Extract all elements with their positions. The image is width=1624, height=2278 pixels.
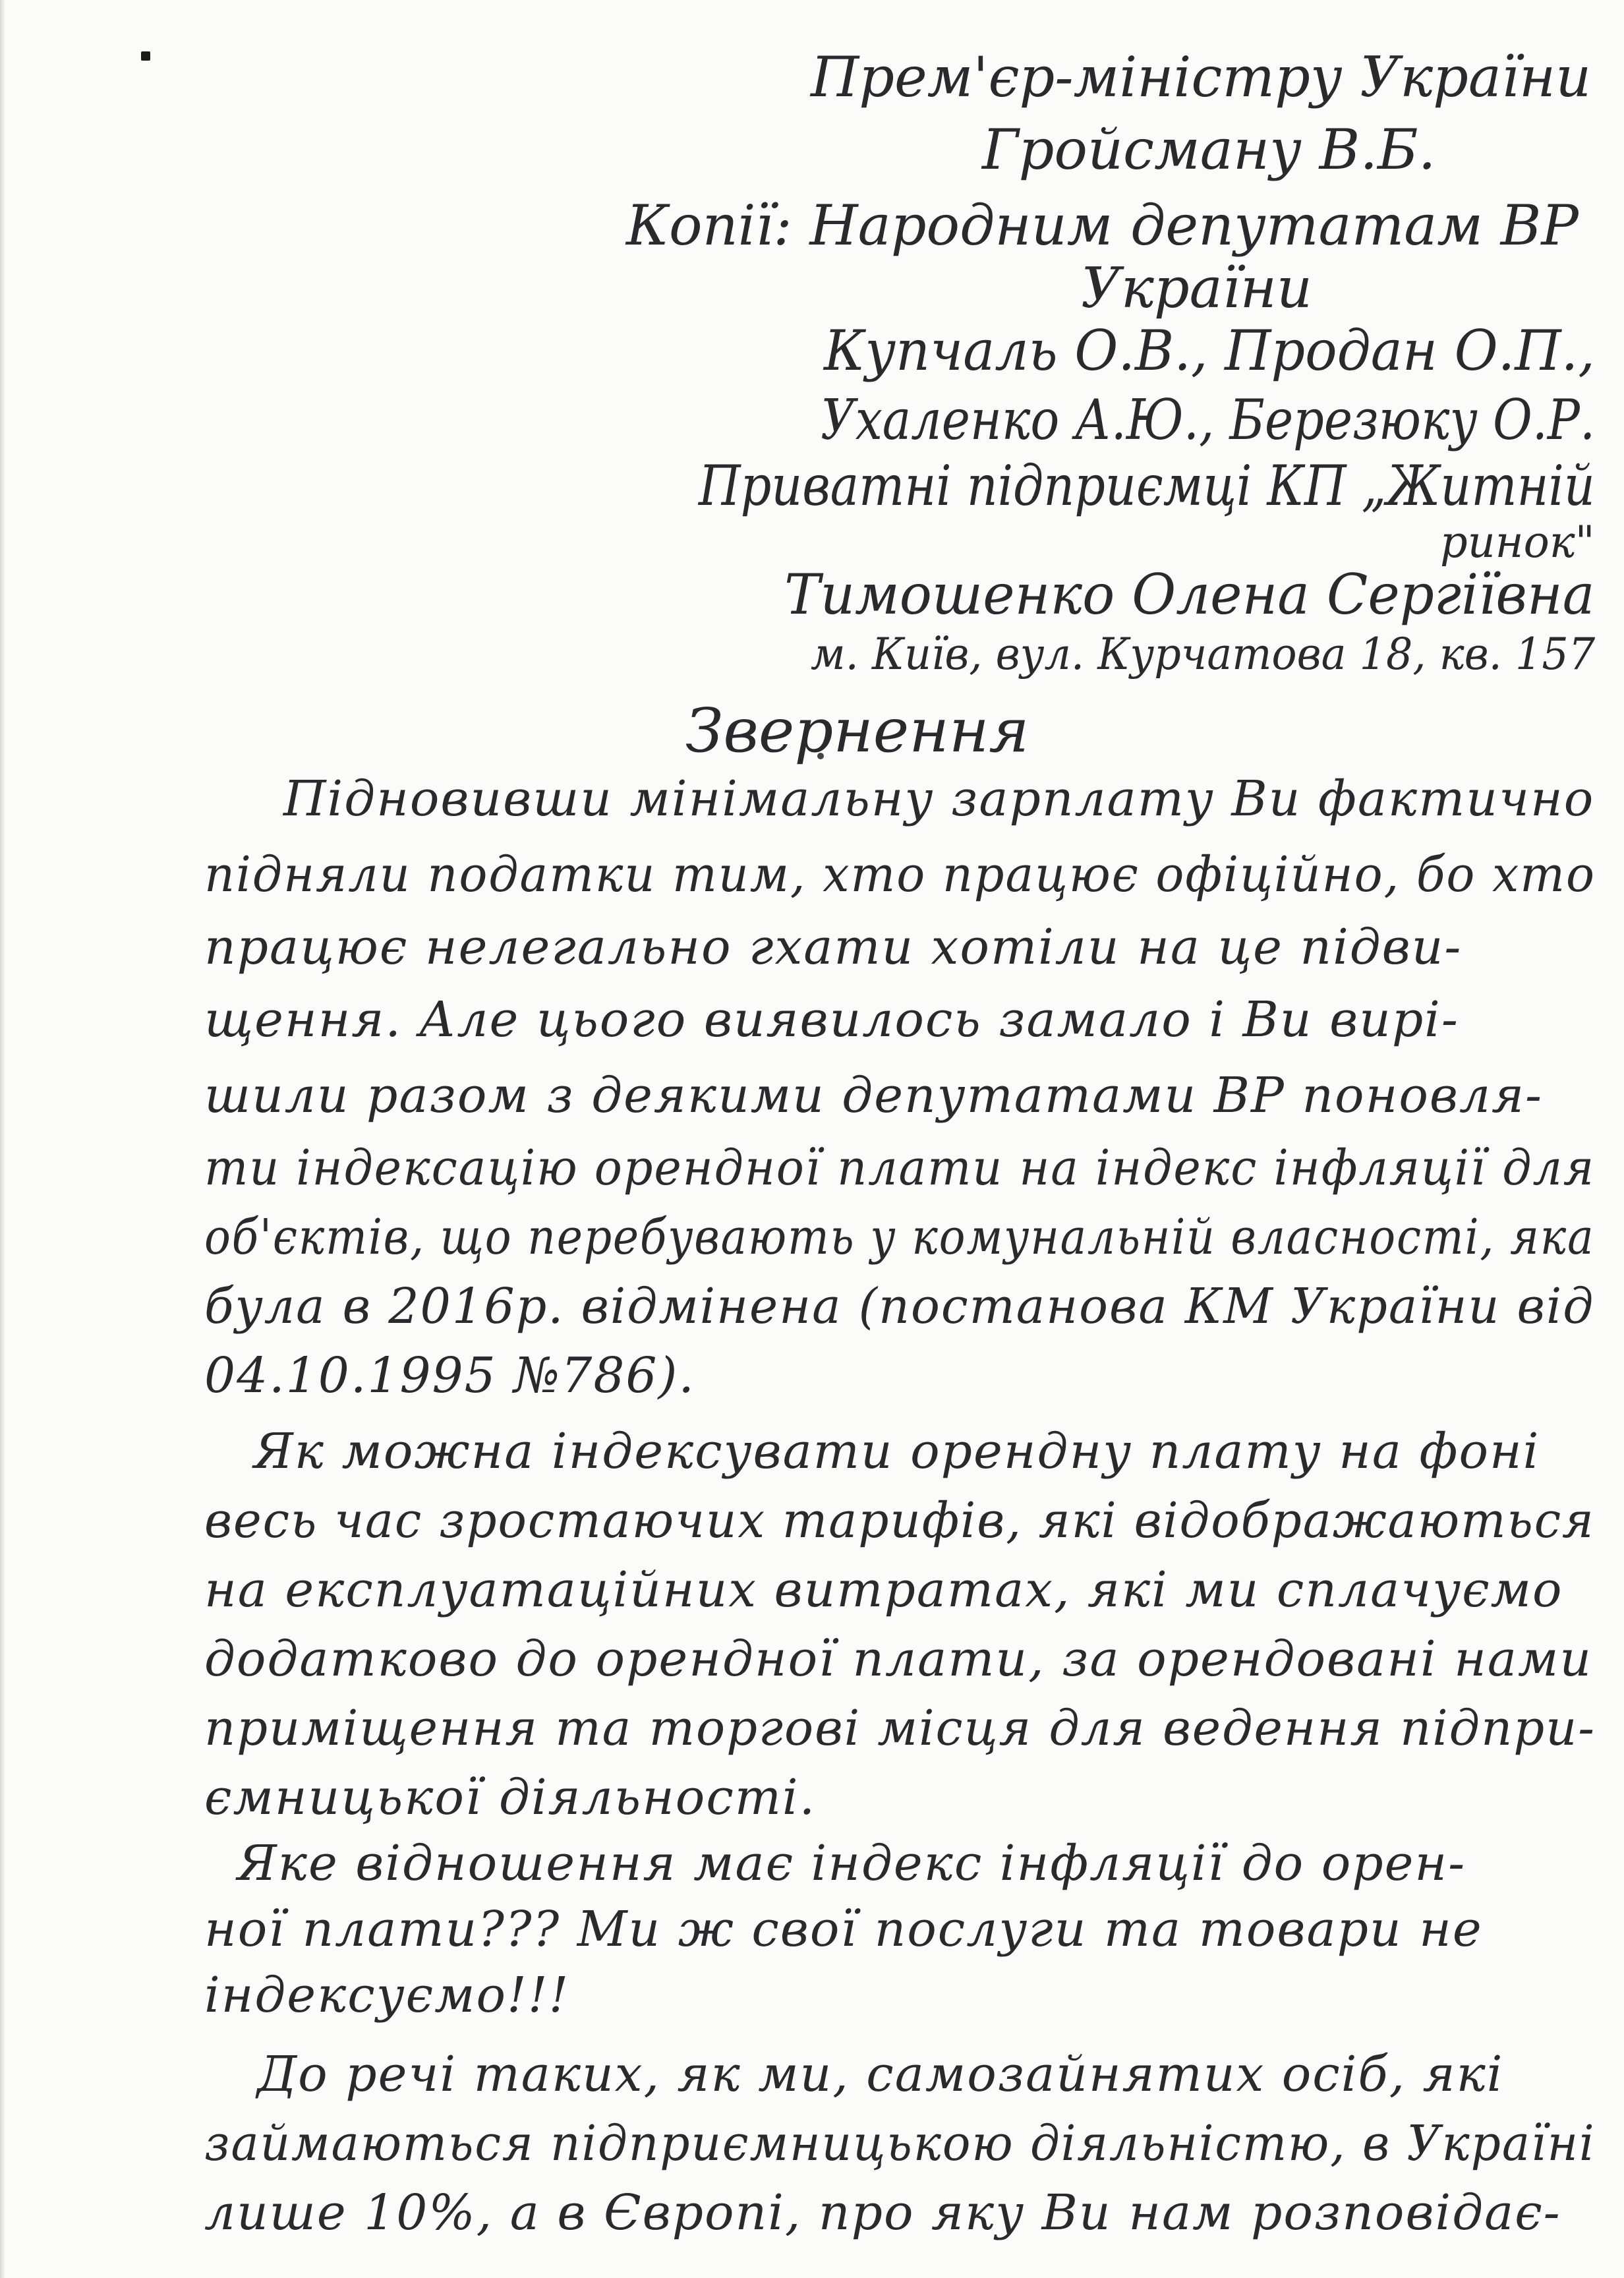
body-line: ної плати??? Ми ж свої послуги та товари не [204,1901,1483,1958]
body-line: Підновивши мінімальну зарплату Ви фактично [283,771,1595,827]
body-line: Яке відношення має індекс інфляції до орен- [237,1835,1466,1892]
body-line: додатково до орендної плати, за орендовані нами [204,1631,1593,1687]
header-line: Ухаленко А.Ю., Березюку О.Р. [821,388,1596,452]
header-line: ринок" [1440,517,1595,568]
body-line: Як можна індексувати орендну плату на фоні [254,1423,1540,1480]
body-line: щення. Але цього виявилось замало і Ви вирі- [204,991,1459,1048]
body-line: індексуємо!!! [204,1967,570,2024]
body-line: ти індексацію орендної плати на індекс інфляції для [204,1140,1596,1196]
body-line: весь час зростаючих тарифів, які відображаються [204,1492,1595,1549]
header-line: Копії: Народним депутатам ВР [626,193,1579,258]
body-line: займаються підприємницькою діяльністю, в Україні [204,2115,1596,2172]
body-line: ємницької діяльності. [204,1769,817,1826]
scan-mark [141,51,150,61]
header-line: м. Київ, вул. Курчатова 18, кв. 157 [811,629,1596,680]
document-title: Звернення [685,695,1030,766]
body-line: об'єктів, що перебувають у комунальній власності, яка [204,1209,1595,1266]
header-line: України [1081,256,1313,320]
header-line: Тимошенко Олена Сергіївна [784,562,1595,627]
header-line: Приватні підприємці КП „Житній [699,453,1595,518]
scan-edge [0,0,5,2278]
body-line: підняли податки тим, хто працює офіційно, бо хто [204,846,1596,903]
body-line: працює нелегально гхати хотіли на це підви- [204,919,1463,976]
header-line: Прем'єр-міністру України [811,45,1592,109]
body-line: 04.10.1995 №786). [204,1347,695,1404]
header-line: Купчаль О.В., Продан О.П., [824,318,1595,383]
body-line: була в 2016р. відмінена (постанова КМ України від [204,1278,1595,1335]
body-line: на експлуатаційних витратах, які ми сплачуємо [204,1562,1563,1618]
body-line: лише 10%, а в Європі, про яку Ви нам розповідає- [204,2184,1561,2241]
body-line: До речі таких, як ми, самозайнятих осіб, які [257,2046,1504,2103]
body-line: приміщення та торгові місця для ведення підпри- [204,1700,1596,1757]
body-line: шили разом з деякими депутатами ВР поновля- [204,1067,1544,1124]
header-line: Гройсману В.Б. [982,117,1436,182]
